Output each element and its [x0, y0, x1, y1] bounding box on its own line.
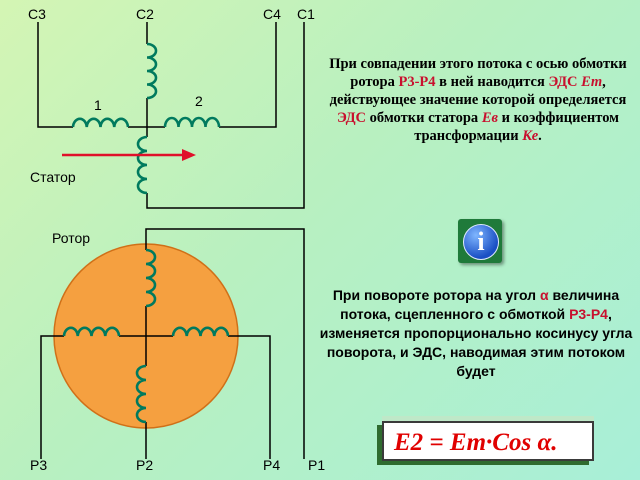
p1-highlight-6: Ке	[522, 128, 539, 144]
p2-text-1: При повороте ротора на угол	[332, 287, 540, 303]
p1-text-6: .	[538, 128, 542, 144]
p1-highlight-2: ЭДС	[548, 74, 582, 90]
p2-highlight-1: α	[539, 287, 549, 303]
info-icon: i	[463, 224, 499, 260]
terminal-p1-label: P1	[308, 457, 326, 473]
p1-text-3: , действующее значение которой определяется	[329, 74, 627, 108]
p1-text-5: и коэффициентом трансформации	[414, 110, 620, 144]
p1-highlight-1: Р3-Р4	[398, 74, 436, 90]
terminal-p3-label: P3	[30, 457, 48, 473]
terminal-c3-label: C3	[28, 6, 46, 22]
p1-text-4: обмотки статора	[366, 110, 482, 126]
stator-coil-1	[73, 119, 128, 127]
formula-box: E2 = Em·Cos α.	[382, 421, 594, 461]
terminal-p2-label: P2	[136, 457, 154, 473]
stator-coil-vertical-lower	[138, 137, 147, 193]
terminal-p4-label: P4	[263, 457, 281, 473]
explanation-paragraph-1	[320, 55, 636, 145]
stator-coils	[73, 44, 219, 193]
p2-highlight-2: Р3-Р4	[569, 306, 608, 322]
stator-coil-vertical-upper	[147, 44, 156, 98]
rotor-label: Ротор	[52, 230, 91, 246]
terminal-c1-label: C1	[297, 6, 315, 22]
info-button[interactable]	[458, 219, 502, 263]
p1-highlight-4: ЭДС	[336, 110, 367, 126]
stator-label: Статор	[30, 169, 76, 185]
terminal-c4-label: C4	[263, 6, 281, 22]
flux-arrow	[62, 149, 196, 161]
explanation-paragraph-2	[318, 286, 634, 381]
stator-wires	[38, 22, 304, 208]
coil-1-number: 1	[94, 97, 102, 113]
terminal-c2-label: C2	[136, 6, 154, 22]
p2-text-2: величина потока, сцепленного с обмоткой	[340, 287, 620, 322]
p1-highlight-5: Ев	[481, 110, 498, 126]
coil-2-number: 2	[195, 93, 203, 109]
p1-highlight-3: Em	[581, 74, 603, 90]
p2-text-3: , изменяется пропорционально косинусу угла поворота, и ЭДС, наводимая этим потоком будет	[319, 306, 633, 379]
p1-text-2: в ней наводится	[435, 74, 549, 90]
p1-text-1: При совпадении этого потока с осью обмотки ротора	[329, 56, 627, 90]
stator-coil-2	[165, 118, 219, 127]
